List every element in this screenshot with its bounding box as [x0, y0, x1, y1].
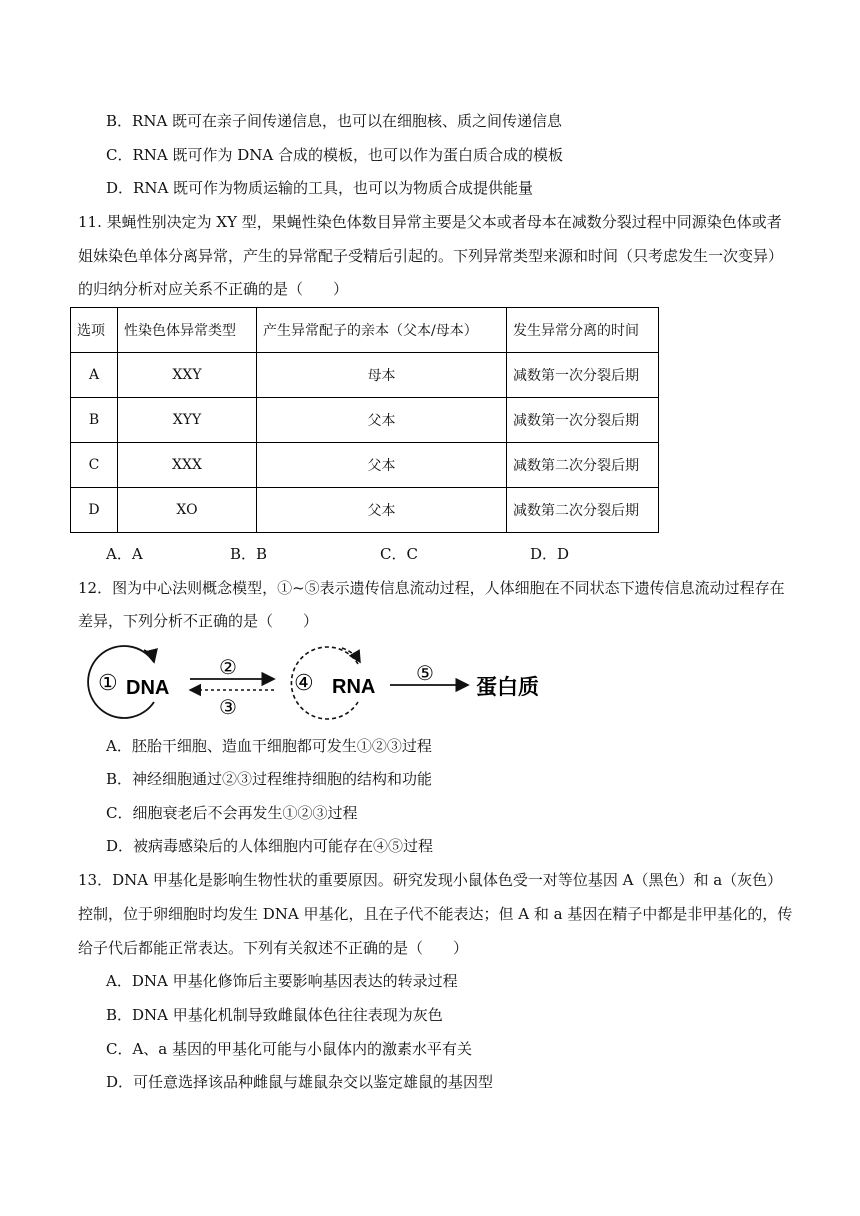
- q12-stem-line-2: 差异，下列分析不正确的是（ ）: [78, 612, 319, 630]
- table-cell: 减数第一次分裂后期: [507, 398, 659, 443]
- table-cell: 父本: [257, 488, 507, 533]
- q12-option-c: C．细胞衰老后不会再发生①②③过程: [106, 804, 358, 822]
- q11-table: [70, 307, 659, 533]
- table-header-cell: 选项: [71, 308, 118, 353]
- table-cell: B: [71, 398, 118, 443]
- q13-stem-line-3: 给子代后都能正常表达。下列有关叙述不正确的是（ ）: [78, 939, 469, 957]
- q11-stem-line-2: 姐妹染色单体分离异常，产生的异常配子受精后引起的。下列异常类型来源和时间（只考虑发生一次变异）: [78, 247, 784, 265]
- table-header-cell: 产生异常配子的亲本（父本/母本）: [257, 308, 507, 353]
- table-row: [71, 398, 659, 443]
- table-row: [71, 353, 659, 398]
- table-cell: 父本: [257, 443, 507, 488]
- table-header-cell: 性染色体异常类型: [118, 308, 257, 353]
- protein-label: 蛋白质: [476, 676, 539, 699]
- table-cell: 减数第二次分裂后期: [507, 488, 659, 533]
- table-cell: XO: [118, 488, 257, 533]
- q12-stem-line-1: 12．图为中心法则概念模型，①~⑤表示遗传信息流动过程，人体细胞在不同状态下遗传信息流动过程存在: [78, 579, 785, 597]
- q11-answer-c: C．C: [380, 545, 418, 563]
- q13-stem-line-1: 13．DNA 甲基化是影响生物性状的重要原因。研究发现小鼠体色受一对等位基因 A（黑色）和 a（灰色）: [78, 871, 783, 889]
- table-header-row: [71, 308, 659, 353]
- q11-answer-d: D．D: [530, 545, 570, 563]
- table-cell: XYY: [118, 398, 257, 443]
- process-3-label: ③: [219, 695, 237, 719]
- process-5-label: ⑤: [416, 661, 434, 685]
- prev-option-d: D．RNA 既可作为物质运输的工具，也可以为物质合成提供能量: [106, 179, 534, 197]
- q12-option-a: A．胚胎干细胞、造血干细胞都可发生①②③过程: [106, 737, 432, 755]
- q13-option-d: D．可任意选择该品种雌鼠与雄鼠杂交以鉴定雄鼠的基因型: [106, 1073, 494, 1091]
- q13-option-c: C．A、a 基因的甲基化可能与小鼠体内的激素水平有关: [106, 1040, 473, 1058]
- q11-answer-b: B．B: [230, 545, 268, 563]
- rna-label: RNA: [332, 676, 376, 698]
- q11-stem-line-3: 的归纳分析对应关系不正确的是（ ）: [78, 280, 349, 298]
- table-cell: 母本: [257, 353, 507, 398]
- q11-answer-a: A．A: [106, 545, 143, 563]
- table-cell: 父本: [257, 398, 507, 443]
- q12-option-b: B．神经细胞通过②③过程维持细胞的结构和功能: [106, 770, 433, 788]
- rna-replication-arrow: [342, 648, 360, 662]
- table-cell: A: [71, 353, 118, 398]
- table-cell: 减数第二次分裂后期: [507, 443, 659, 488]
- table-cell: C: [71, 443, 118, 488]
- table-cell: D: [71, 488, 118, 533]
- prev-option-b: B．RNA 既可在亲子间传递信息，也可以在细胞核、质之间传递信息: [106, 112, 563, 130]
- process-2-label: ②: [219, 655, 237, 679]
- dna-label: DNA: [126, 677, 170, 699]
- q13-stem-line-2: 控制，位于卵细胞时均发生 DNA 甲基化，且在子代不能表达；但 A 和 a 基因在精子中都是非甲基化的，传: [78, 905, 793, 923]
- central-dogma-diagram: [78, 640, 558, 726]
- table-cell: XXY: [118, 353, 257, 398]
- q13-option-a: A．DNA 甲基化修饰后主要影响基因表达的转录过程: [106, 972, 458, 990]
- table-header-cell: 发生异常分离的时间: [507, 308, 659, 353]
- process-4-label: ④: [294, 671, 314, 696]
- q11-stem-line-1: 11. 果蝇性别决定为 XY 型，果蝇性染色体数目异常主要是父本或者母本在减数分裂过程中同源染色体或者: [78, 213, 782, 231]
- table-row: [71, 443, 659, 488]
- q12-option-d: D．被病毒感染后的人体细胞内可能存在④⑤过程: [106, 837, 434, 855]
- process-1-label: ①: [98, 671, 118, 696]
- table-cell: 减数第一次分裂后期: [507, 353, 659, 398]
- q13-option-b: B．DNA 甲基化机制导致雌鼠体色往往表现为灰色: [106, 1006, 443, 1024]
- prev-option-c: C．RNA 既可作为 DNA 合成的模板，也可以作为蛋白质合成的模板: [106, 146, 564, 164]
- table-row: [71, 488, 659, 533]
- table-cell: XXX: [118, 443, 257, 488]
